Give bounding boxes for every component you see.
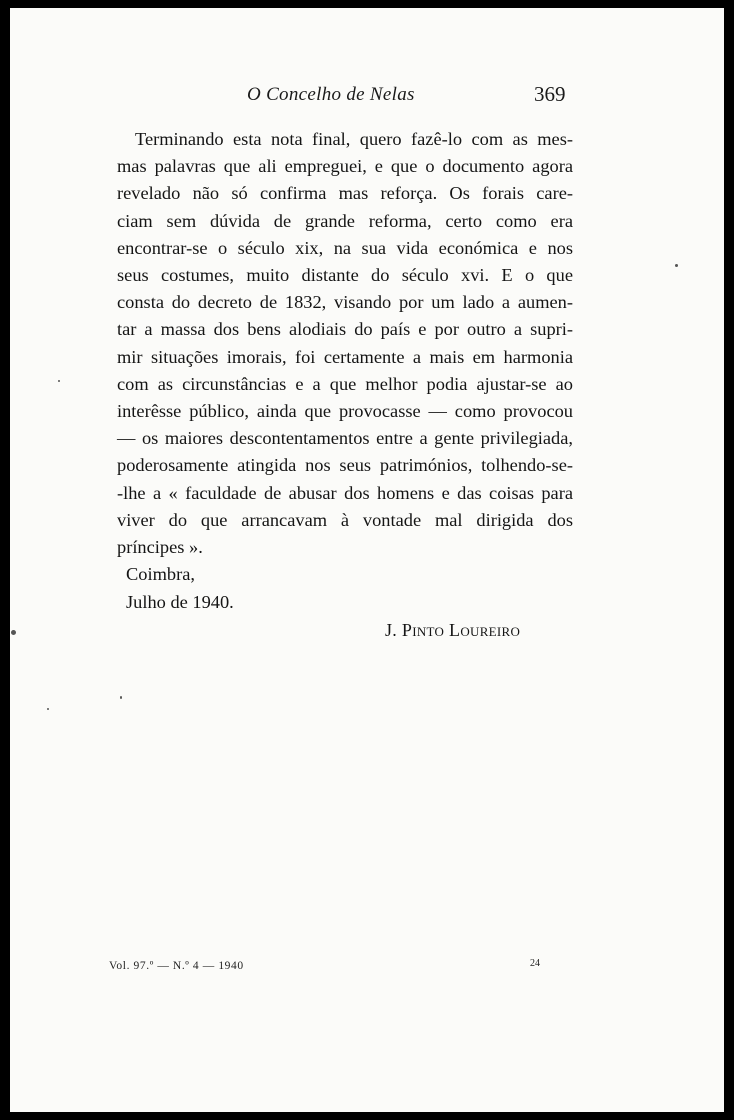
text-line: tar a massa dos bens alodiais do país e por outro a supri- — [117, 319, 573, 340]
scan-speck — [11, 630, 16, 635]
scan-speck — [47, 708, 49, 710]
date-line: Julho de 1940. — [126, 592, 234, 612]
text-line: mas palavras que ali empreguei, e que o documento agora — [117, 156, 573, 177]
scan-speck — [120, 696, 122, 699]
text-line: consta do decreto de 1832, visando por um lado a aumen- — [117, 292, 573, 313]
text-line: -lhe a « faculdade de abusar dos homens e das coisas para — [117, 482, 573, 503]
text-line: com as circunstâncias e a que melhor podia ajustar-se ao — [117, 373, 573, 394]
text-line: Terminando esta nota final, quero fazê-lo com as mes- — [135, 129, 573, 149]
scan-speck — [58, 380, 60, 382]
running-title: O Concelho de Nelas — [247, 84, 415, 105]
running-head — [10, 82, 724, 112]
volume-footer: Vol. 97.º — N.º 4 — 1940 — [109, 960, 244, 972]
text-line: encontrar-se o século xix, na sua vida económica e nos — [117, 237, 573, 258]
signature-mark: 24 — [530, 958, 540, 969]
text-line: revelado não só confirma mas reforça. Os forais care- — [117, 183, 573, 204]
author-signature: J. Pinto Loureiro — [385, 620, 521, 640]
text-line: interêsse público, ainda que provocasse — como provocou — [117, 401, 573, 422]
scan-speck — [675, 264, 678, 267]
body-paragraph — [117, 126, 573, 561]
text-line: ciam sem dúvida de grande reforma, certo como era — [117, 210, 573, 231]
text-line: príncipes ». — [117, 537, 203, 558]
book-page — [10, 8, 724, 1112]
text-line: seus costumes, muito distante do século xvi. E o que — [117, 265, 573, 286]
text-line: — os maiores descontentamentos entre a gente privilegiada, — [117, 428, 573, 449]
page-number: 369 — [534, 82, 566, 106]
place-line: Coimbra, — [126, 564, 195, 584]
text-line: mir situações imorais, foi certamente a mais em harmonia — [117, 346, 573, 367]
text-line: poderosamente atingida nos seus patrimónios, tolhendo-se- — [117, 455, 573, 476]
text-line: viver do que arrancavam à vontade mal dirigida dos — [117, 509, 573, 530]
